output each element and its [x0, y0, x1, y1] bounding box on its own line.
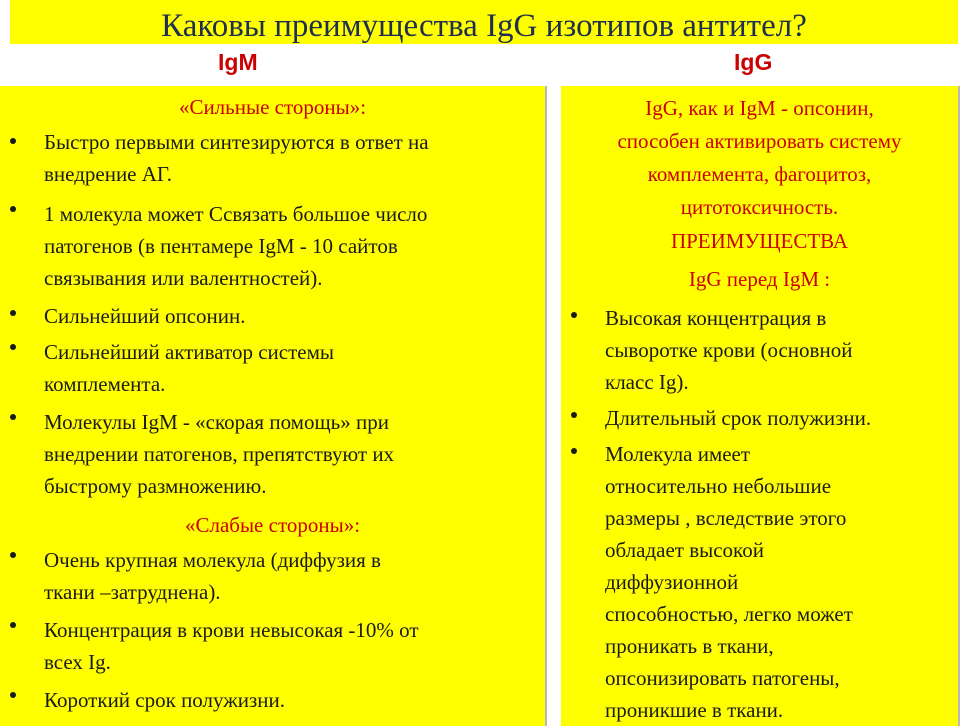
advantages-subheading: IgG перед IgM : [688, 267, 831, 291]
bullet-icon [10, 310, 16, 316]
column-header-igg: IgG [734, 49, 773, 75]
igg-item-2: Длительный срок полужизни. [605, 406, 872, 430]
igm-panel [0, 86, 547, 726]
bullet-icon [10, 622, 16, 628]
igm-strong-item-5: Молекулы IgM - «скорая помощь» при внедрении патогенов, препятствуют их быстрому размножению. [44, 410, 395, 498]
igg-item-1: Высокая концентрация в сыворотке крови (основной класс Ig). [605, 306, 853, 394]
title-bar [10, 0, 958, 44]
bullet-icon [571, 412, 577, 418]
igm-strong-item-2: 1 молекула может Ссвязать большое число патогенов (в пентамере IgM - 10 сайтов связывания или валентностей). [44, 202, 428, 290]
bullet-icon [571, 312, 577, 318]
strong-sides-heading: «Сильные стороны»: [178, 95, 367, 119]
igg-intro: IgG, как и IgM - опсонин, способен активировать систему комплемента, фагоцитоз, цитотоксичность. [617, 96, 902, 219]
igm-weak-item-2: Концентрация в крови невысокая -10% от всех Ig. [44, 618, 419, 674]
igm-strong-item-1: Быстро первыми синтезируются в ответ на внедрение АГ. [44, 130, 429, 186]
advantages-heading: ПРЕИМУЩЕСТВА [670, 229, 849, 253]
bullet-icon [10, 344, 16, 350]
igm-weak-item-3: Короткий срок полужизни. [44, 688, 285, 712]
page-title: Каковы преимущества IgG изотипов антител? [161, 8, 807, 44]
bullet-icon [10, 138, 16, 144]
bullet-icon [10, 692, 16, 698]
bullet-icon [10, 552, 16, 558]
bullet-icon [10, 414, 16, 420]
bullet-icon [571, 448, 577, 454]
igm-strong-item-3: Сильнейший опсонин. [44, 304, 246, 328]
weak-sides-heading: «Слабые стороны»: [184, 513, 361, 537]
column-header-igm: IgM [218, 49, 258, 75]
igg-panel [561, 86, 960, 726]
igm-strong-item-4: Сильнейший активатор системы комплемента. [44, 340, 335, 396]
bullet-icon [10, 206, 16, 212]
igm-weak-item-1: Очень крупная молекула (диффузия в ткани –затруднена). [44, 548, 381, 604]
igg-item-3: Молекула имеет относительно небольшие размеры , вследствие этого обладает высокой диффузионной способностью, легко может проникать в ткани, опсонизировать патогены, проникшие в ткани. [605, 442, 853, 722]
